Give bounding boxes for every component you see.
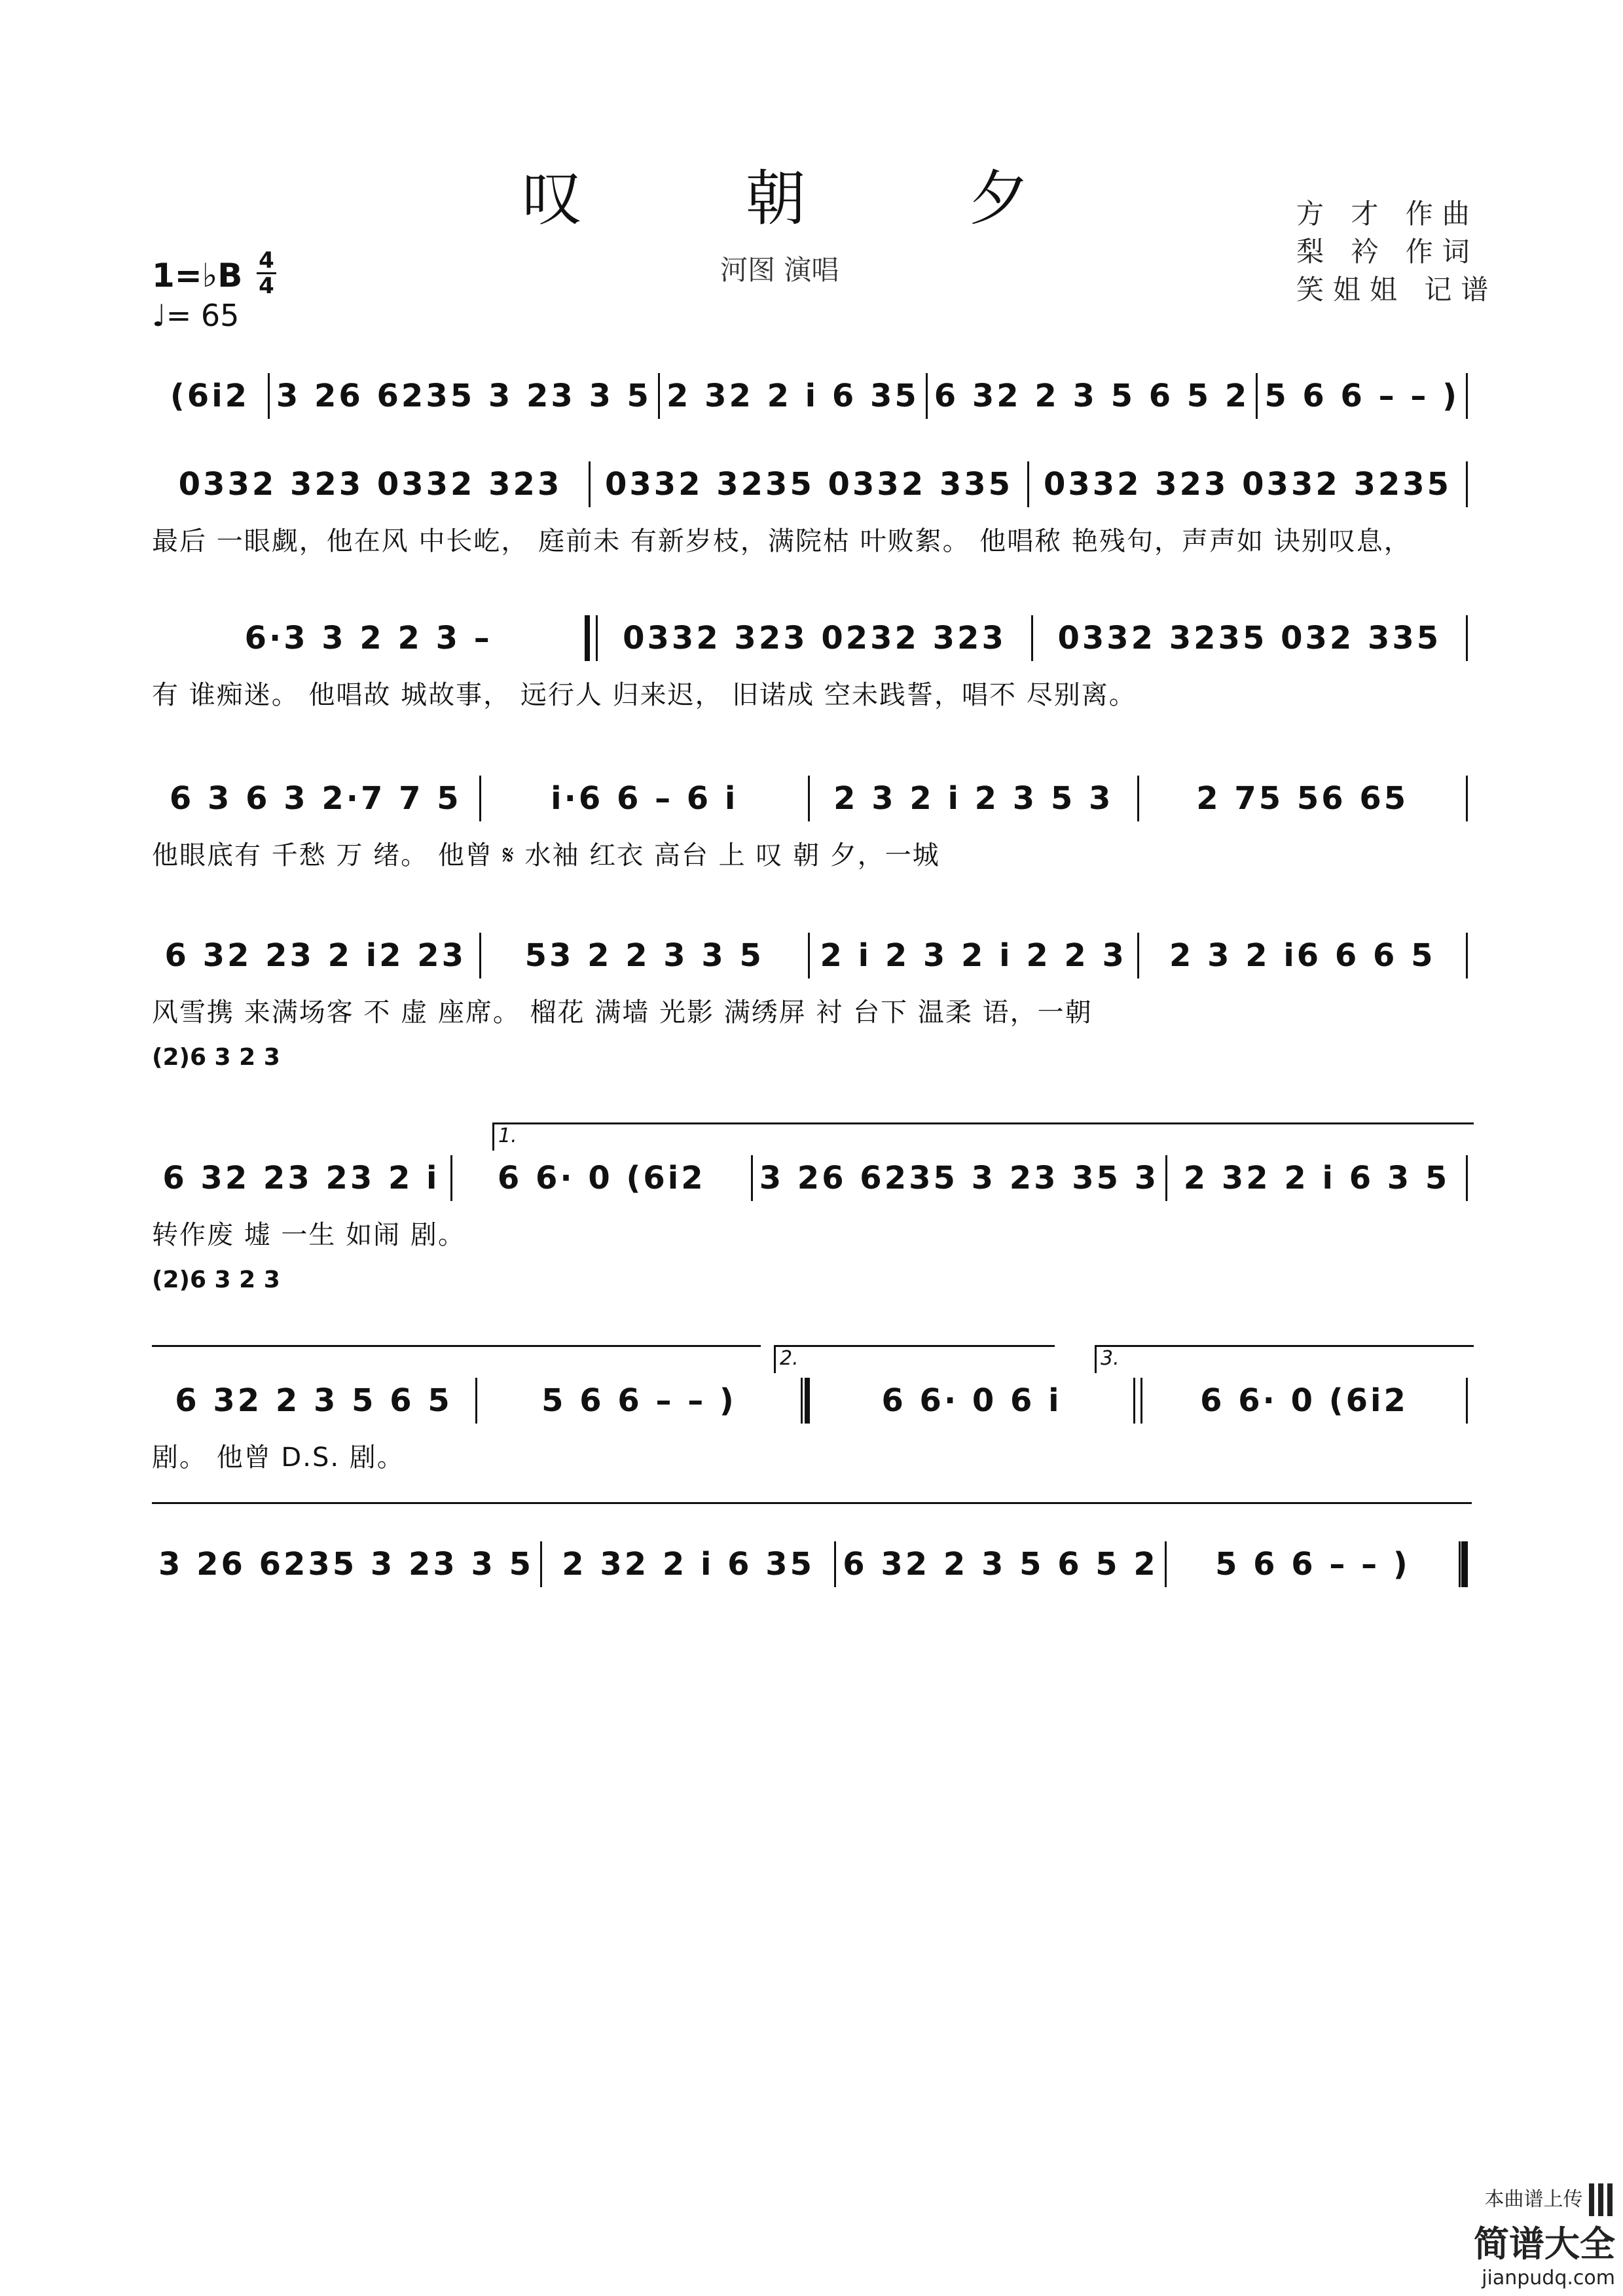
- alternate-notes: (2)6 3 2 3: [152, 1044, 280, 1071]
- measure: 0332 323 0232 323: [623, 620, 1006, 656]
- measure: 6 3 6 3 2·7 7 5: [169, 780, 462, 817]
- notes-line: [152, 367, 1468, 425]
- double-bar: [1133, 1378, 1142, 1424]
- transcriber-credit: 笑姐姐 记谱: [1296, 274, 1498, 306]
- key-signature: 1=♭B: [152, 257, 243, 295]
- measure: 0332 323 0332 3235: [1043, 466, 1452, 503]
- measure: 3 26 6235 3 23 3 5: [276, 378, 651, 414]
- measure: 5 6 6 – – ): [541, 1382, 737, 1419]
- measure: 6 32 23 2 i2 23: [164, 937, 467, 974]
- measure: 6·3 3 2 2 3 –: [244, 620, 492, 656]
- lyricist-credit: 梨 衿 作词: [1296, 236, 1479, 268]
- measure: 2 32 2 i 6 35: [666, 378, 919, 414]
- meter-top: 4: [259, 247, 274, 274]
- measure: 6 32 23 23 2 i: [162, 1160, 440, 1196]
- measure: 0332 3235 0332 335: [604, 466, 1013, 503]
- lyrics-line: 有 谁痴迷。 他唱故 城故事， 远行人 归来迟， 旧诺成 空未践誓，唱不 尽别离。: [152, 680, 1137, 710]
- lyrics-line: 转作废 墟 一生 如闹 剧。: [152, 1220, 465, 1250]
- measure: 3 26 6235 3 23 35 3: [759, 1160, 1159, 1196]
- measure: 6 6· 0 6 i: [881, 1382, 1062, 1419]
- composer-credit: 方 才 作曲: [1296, 198, 1479, 230]
- volta-1: 1.: [492, 1122, 1474, 1151]
- footer-watermark: [1474, 2183, 1615, 2290]
- measure: 2 3 2 i6 6 6 5: [1169, 937, 1436, 974]
- footer-note: 本曲谱上传: [1484, 2187, 1583, 2211]
- lyrics-line: 剧。 他曾 D.S. 剧。: [152, 1443, 405, 1473]
- notes-line: [152, 926, 1468, 985]
- notes-line: [152, 1149, 1468, 1208]
- credits-block: [1296, 195, 1597, 309]
- song-title: 叹 朝 夕: [522, 164, 1101, 234]
- notes-line: [152, 769, 1468, 828]
- notes-line: [152, 1535, 1468, 1594]
- measure: 0332 3235 032 335: [1057, 620, 1442, 656]
- volta-2: 2.: [774, 1345, 1055, 1373]
- measure: (6i2: [170, 378, 250, 414]
- measure: 5 6 6 – – ): [1215, 1546, 1410, 1583]
- repeat-end: [801, 1378, 810, 1424]
- staff-top-line: [152, 1502, 1472, 1530]
- measure: 6 32 2 3 5 6 5 2: [843, 1546, 1158, 1583]
- measure: 6 6· 0 (6i2: [1200, 1382, 1408, 1419]
- singer-credit: 河图 演唱: [720, 254, 839, 286]
- piano-logo-icon: [1589, 2183, 1615, 2216]
- notes-line: [152, 1371, 1468, 1430]
- measure: 2 32 2 i 6 35: [562, 1546, 815, 1583]
- lyrics-line: 他眼底有 千愁 万 绪。 他曾 𝄋 水袖 红衣 高台 上 叹 朝 夕，一城: [152, 840, 940, 870]
- footer-url: jianpudq.com: [1482, 2267, 1615, 2289]
- tempo-marking: ♩= 65: [152, 298, 240, 333]
- measure: 2 32 2 i 6 3 5: [1183, 1160, 1450, 1196]
- meter-bottom: 4: [259, 273, 274, 299]
- lyrics-line: 风雪携 来满场客 不 虚 座席。 榴花 满墙 光影 满绣屏 衬 台下 温柔 语，一朝: [152, 997, 1093, 1028]
- measure: 2 3 2 i 2 3 5 3: [833, 780, 1114, 817]
- measure: 2 i 2 3 2 i 2 2 3: [820, 937, 1127, 974]
- measure: 6 32 2 3 5 6 5: [175, 1382, 452, 1419]
- measure: 6 32 2 3 5 6 5 2: [934, 378, 1250, 414]
- measure: 0332 323 0332 323: [178, 466, 562, 503]
- measure: i·6 6 – 6 i: [551, 780, 739, 817]
- volta-1-continued: [152, 1345, 761, 1373]
- volta-3: 3.: [1095, 1345, 1474, 1373]
- measure: 3 26 6235 3 23 3 5: [158, 1546, 534, 1583]
- final-bar: [1459, 1541, 1468, 1587]
- measure: 2 75 56 65: [1196, 780, 1409, 817]
- measure: 6 6· 0 (6i2: [497, 1160, 706, 1196]
- notes-line: [152, 609, 1468, 668]
- footer-brand: 简谱大全: [1474, 2223, 1615, 2265]
- measure: 5 6 6 – – ): [1264, 378, 1459, 414]
- notes-line: [152, 455, 1468, 514]
- measure: 53 2 2 3 3 5: [524, 937, 764, 974]
- time-signature: [257, 249, 276, 298]
- repeat-start: [585, 615, 598, 661]
- lyrics-line: 最后 一眼觑，他在风 中长屹， 庭前未 有新岁枝，满院枯 叶败絮。 他唱秾 艳残句，声声如 诀别叹息，: [152, 526, 1412, 556]
- alternate-notes: (2)6 3 2 3: [152, 1266, 280, 1293]
